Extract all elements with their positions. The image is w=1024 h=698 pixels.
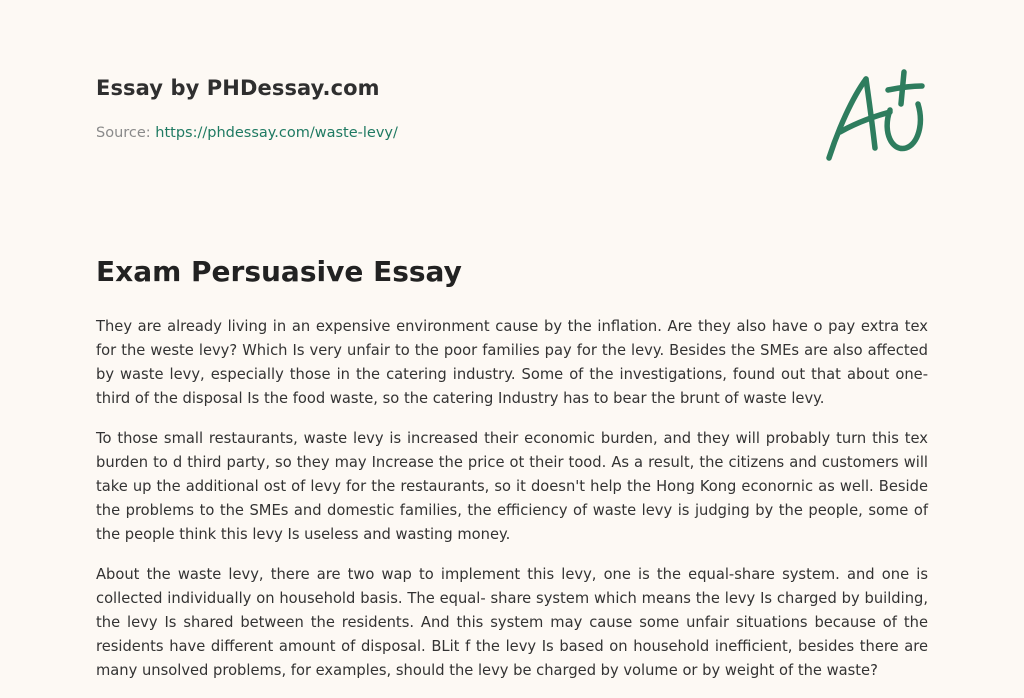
source-link[interactable]: https://phdessay.com/waste-levy/ <box>155 125 398 141</box>
essay-body <box>96 315 928 698</box>
essay-paragraph: To those small restaurants, waste levy is increased their economic burden, and they will probably turn this tex burden to d third party, so they may Increase the price ot their tood. As a result, the citizens and customers will take up the additional ost of levy for the restaurants, so it doesn't help the Hong Kong econornic as well. Beside the problems to the SMEs and domestic families, the efficiency of waste levy is judging by the people, some of the people think this levy Is useless and wasting money. <box>96 430 928 543</box>
essay-title: Exam Persuasive Essay <box>96 255 462 288</box>
source-line <box>96 125 398 141</box>
essay-paragraph: About the waste levy, there are two wap to implement this levy, one is the equal-share system. and one is collected individually on household basis. The equal- share system which means the levy Is charged by building, the levy Is shared between the residents. And this system may cause some unfair situations because of the residents have different amount of disposal. BLit f the levy Is based on household inefficient, besides there are many unsolved problems, for examples, should the levy be charged by volume or by weight of the waste? <box>96 566 928 679</box>
a-plus-grade-icon <box>822 66 932 166</box>
essay-paragraph: They are already living in an expensive environment cause by the inflation. Are they also have o pay extra tex for the weste levy? Which Is very unfair to the poor families pay for the levy. Besides the SMEs are also affected by waste levy, especially those in the catering industry. Some of the investigations, found out that about one-third of the disposal Is the food waste, so the catering Industry has to bear the brunt of waste levy. <box>96 318 928 407</box>
source-label: Source: <box>96 125 151 141</box>
site-brand: Essay by PHDessay.com <box>96 76 380 100</box>
